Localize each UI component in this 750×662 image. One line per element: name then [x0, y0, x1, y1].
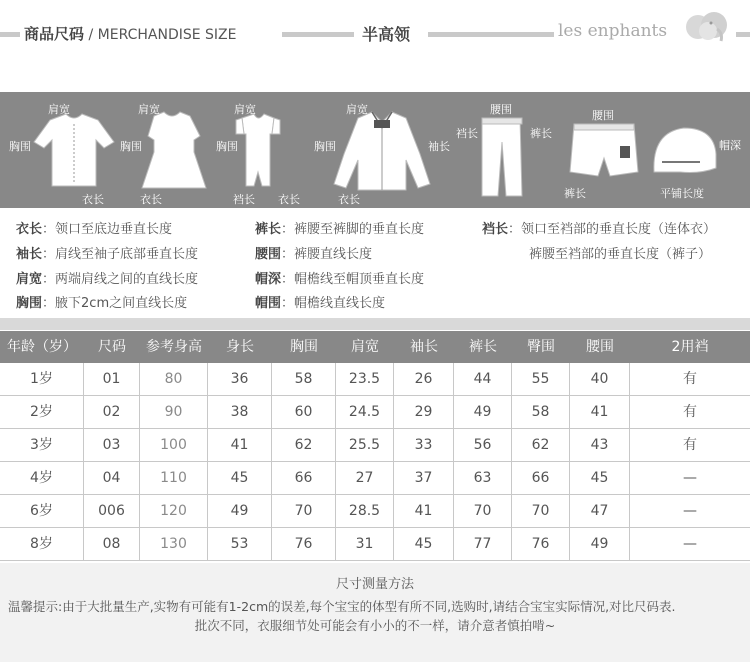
table-cell: 76: [512, 528, 570, 560]
table-cell: 36: [208, 363, 272, 395]
header-rule-mid-left: [282, 32, 354, 37]
table-cell: 40: [570, 363, 630, 395]
table-cell: 49: [454, 396, 512, 428]
label-dress-shoulder: 肩宽: [138, 103, 160, 116]
table-cell: 41: [570, 396, 630, 428]
label-pants-waist: 腰围: [490, 103, 512, 116]
table-cell: 76: [272, 528, 336, 560]
label-tshirt-length: 衣长: [82, 193, 104, 206]
table-cell: —: [683, 503, 697, 519]
def-item: 裆长：领口至裆部的垂直长度（连体衣）: [482, 222, 717, 237]
section-divider: [0, 318, 750, 330]
header: [0, 0, 750, 68]
label-jacket-sleeve: 袖长: [428, 140, 450, 153]
table-cell: 4岁: [0, 462, 84, 494]
table-cell: 31: [336, 528, 394, 560]
label-tshirt-chest: 胸围: [9, 140, 31, 153]
table-cell: 56: [454, 429, 512, 461]
table-cell: 3岁: [0, 429, 84, 461]
label-hat-depth: 帽深: [719, 139, 741, 152]
table-cell: 41: [394, 495, 454, 527]
table-cell: 有: [683, 371, 697, 387]
label-romper-length: 衣长: [278, 193, 300, 206]
footer-note-1: 温馨提示:由于大批量生产,实物有可能有1-2cm的误差,每个宝宝的体型有所不同,选购时,请结合宝宝实际情况,对比尺码表.: [8, 599, 676, 614]
table-cell: 45: [208, 462, 272, 494]
table-cell: 有: [683, 404, 697, 420]
label-dress-chest: 胸围: [120, 140, 142, 153]
col-header-shoulder: 肩宽: [351, 339, 379, 355]
table-cell: 03: [84, 429, 140, 461]
table-cell: 08: [84, 528, 140, 560]
table-row: [0, 429, 750, 462]
table-cell: 24.5: [336, 396, 394, 428]
title-en: MERCHANDISE SIZE: [97, 27, 237, 43]
table-row: [0, 396, 750, 429]
label-romper-crotch: 裆长: [233, 193, 255, 206]
table-row: [0, 495, 750, 528]
table-cell: 02: [84, 396, 140, 428]
table-cell: 8岁: [0, 528, 84, 560]
table-cell: 62: [512, 429, 570, 461]
col-header-body-length: 身长: [226, 339, 254, 355]
label-tshirt-shoulder: 肩宽: [48, 103, 70, 116]
table-cell: 44: [454, 363, 512, 395]
jacket-icon: [334, 112, 430, 190]
table-cell: 6岁: [0, 495, 84, 527]
def-item: 胸围：腋下2cm之间直线长度: [16, 296, 188, 311]
table-cell: 04: [84, 462, 140, 494]
label-shorts-length: 裤长: [564, 187, 586, 200]
table-cell: —: [683, 536, 697, 552]
def-item: 裤长：裤腰至裤脚的垂直长度: [255, 222, 425, 237]
table-cell: 29: [394, 396, 454, 428]
title-cn: 商品尺码: [24, 25, 85, 43]
garment-drawings: [0, 92, 750, 208]
def-item: 帽深：帽檐线至帽顶垂直长度: [255, 272, 425, 287]
table-cell: 47: [570, 495, 630, 527]
table-cell: 38: [208, 396, 272, 428]
page-title: [24, 23, 237, 44]
table-cell: 110: [140, 462, 208, 494]
hat-icon: [654, 128, 716, 173]
table-cell: 45: [394, 528, 454, 560]
label-dress-length: 衣长: [140, 193, 162, 206]
def-item: 帽围：帽檐线直线长度: [255, 296, 386, 311]
title-separator: /: [84, 27, 98, 43]
table-cell: 90: [140, 396, 208, 428]
def-item: 腰围：裤腰直线长度: [255, 247, 373, 262]
table-row: [0, 528, 750, 561]
footer-title: 尺寸测量方法: [335, 577, 414, 592]
label-jacket-chest: 胸围: [314, 140, 336, 153]
label-pants-length: 裤长: [530, 127, 552, 140]
elephant-logo-icon: [684, 11, 732, 45]
col-header-size: 尺码: [98, 339, 126, 355]
def-item: 肩宽：两端肩线之间的直线长度: [16, 272, 199, 287]
table-cell: 66: [272, 462, 336, 494]
table-cell: 100: [140, 429, 208, 461]
col-header-age: 年龄（岁）: [7, 339, 77, 355]
table-cell: 130: [140, 528, 208, 560]
table-row: [0, 363, 750, 396]
table-cell: 66: [512, 462, 570, 494]
shorts-icon: [570, 124, 638, 176]
brand-name: les enphants: [558, 21, 668, 41]
col-header-crotch-option: 2用裆: [671, 339, 709, 355]
table-cell: 33: [394, 429, 454, 461]
def-item: 衣长：领口至底边垂直长度: [16, 222, 173, 237]
table-cell: 70: [454, 495, 512, 527]
footer-note-2: 批次不同，衣服细节处可能会有小小的不一样，请介意者慎拍啃~: [194, 618, 556, 633]
label-romper-shoulder: 肩宽: [234, 103, 256, 116]
table-cell: 49: [570, 528, 630, 560]
dress-icon: [142, 112, 206, 188]
table-cell: 41: [208, 429, 272, 461]
header-rule-mid-right: [428, 32, 554, 37]
table-cell: 1岁: [0, 363, 84, 395]
label-shorts-waist: 腰围: [592, 109, 614, 122]
table-row: [0, 462, 750, 495]
garment-illustrations: [0, 92, 750, 208]
table-cell: 27: [336, 462, 394, 494]
label-hat-flat: 平铺长度: [660, 187, 704, 200]
table-cell: 53: [208, 528, 272, 560]
romper-icon: [236, 114, 280, 186]
table-cell: 62: [272, 429, 336, 461]
table-cell: 55: [512, 363, 570, 395]
subtitle: 半高领: [362, 25, 411, 44]
table-cell: 有: [683, 437, 697, 453]
table-cell: 80: [140, 363, 208, 395]
def-item: 裤腰至裆部的垂直长度（裤子）: [529, 247, 712, 262]
table-cell: 37: [394, 462, 454, 494]
table-cell: 120: [140, 495, 208, 527]
table-cell: 28.5: [336, 495, 394, 527]
table-cell: 58: [272, 363, 336, 395]
label-romper-chest: 胸围: [216, 140, 238, 153]
size-table-header: [0, 331, 750, 363]
col-header-height: 参考身高: [146, 339, 202, 355]
table-cell: 23.5: [336, 363, 394, 395]
table-cell: 2岁: [0, 396, 84, 428]
col-header-chest: 胸围: [290, 339, 318, 355]
pants-icon: [482, 118, 522, 196]
table-cell: 25.5: [336, 429, 394, 461]
header-rule-left: [0, 32, 20, 37]
measurement-definitions: [0, 212, 750, 316]
table-cell: 49: [208, 495, 272, 527]
table-cell: —: [683, 470, 697, 486]
col-header-waist: 腰围: [586, 339, 614, 355]
table-cell: 70: [272, 495, 336, 527]
col-header-hip: 臀围: [527, 339, 555, 355]
label-jacket-length: 衣长: [338, 193, 360, 206]
col-header-pants-length: 裤长: [469, 339, 497, 355]
col-header-sleeve: 袖长: [410, 339, 438, 355]
table-cell: 60: [272, 396, 336, 428]
def-item: 袖长：肩线至袖子底部垂直长度: [16, 247, 199, 262]
table-cell: 26: [394, 363, 454, 395]
label-jacket-shoulder: 肩宽: [346, 103, 368, 116]
table-cell: 006: [84, 495, 140, 527]
table-cell: 45: [570, 462, 630, 494]
table-cell: 77: [454, 528, 512, 560]
table-cell: 70: [512, 495, 570, 527]
table-cell: 63: [454, 462, 512, 494]
header-rule-right: [736, 32, 750, 37]
table-cell: 58: [512, 396, 570, 428]
table-cell: 01: [84, 363, 140, 395]
label-pants-crotch: 裆长: [456, 127, 478, 140]
table-cell: 43: [570, 429, 630, 461]
